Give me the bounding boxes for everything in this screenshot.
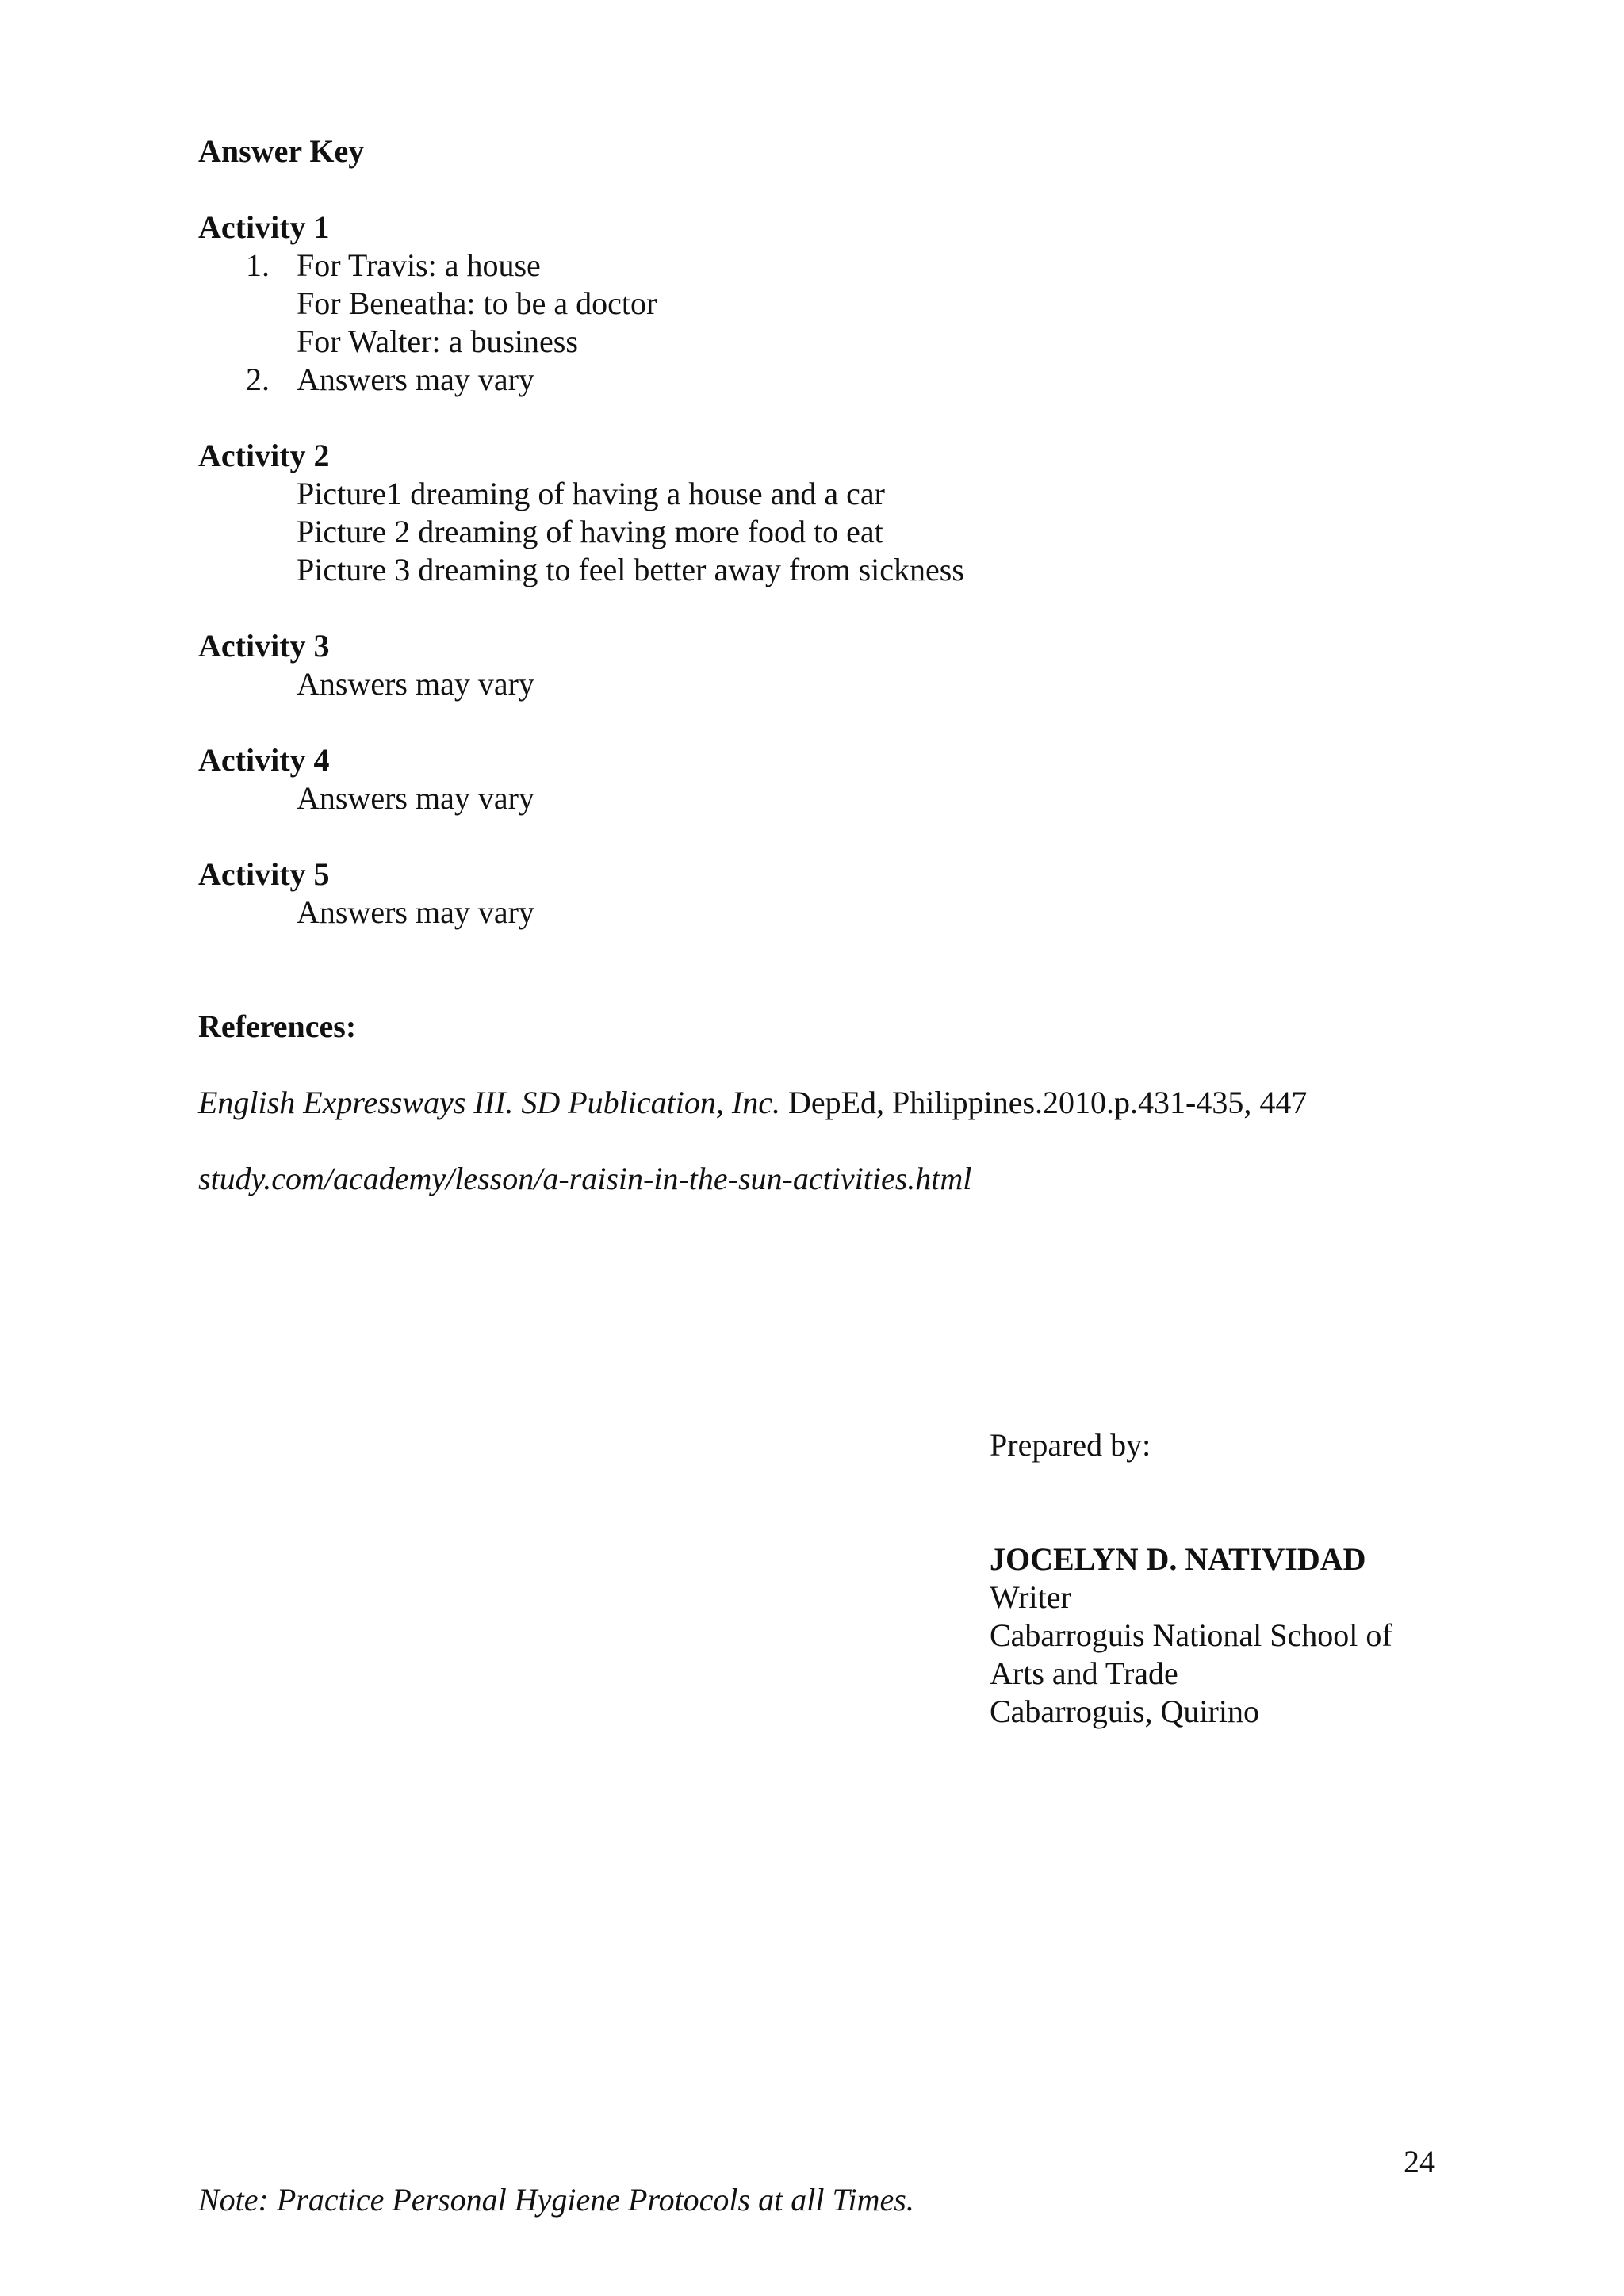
activity-1-item-1-line-1: For Travis: a house	[297, 247, 541, 283]
writer-name: JOCELYN D. NATIVIDAD	[990, 1541, 1366, 1577]
activity-3-text: Answers may vary	[297, 666, 534, 702]
activity-5-title: Activity 5	[198, 856, 330, 892]
activity-4-text: Answers may vary	[297, 780, 534, 816]
activity-4-title: Activity 4	[198, 742, 330, 778]
school-location: Cabarroguis, Quirino	[990, 1693, 1259, 1729]
activity-1-item-1-line-2: For Beneatha: to be a doctor	[297, 285, 657, 321]
activity-2-line-2: Picture 2 dreaming of having more food to eat	[297, 514, 883, 549]
references-title: References:	[198, 1008, 357, 1044]
answer-key-heading: Answer Key	[198, 133, 365, 169]
reference-1	[198, 1084, 1307, 1122]
activity-2-title: Activity 2	[198, 438, 330, 473]
reference-1-details: DepEd, Philippines.2010.p.431-435, 447	[779, 1085, 1308, 1120]
activity-1-item-2-text: Answers may vary	[297, 362, 534, 397]
reference-2: study.com/academy/lesson/a-raisin-in-the-sun-activities.html	[198, 1161, 972, 1196]
activity-2-line-3: Picture 3 dreaming to feel better away from sickness	[297, 552, 964, 587]
writer-role: Writer	[990, 1579, 1071, 1615]
activity-3-title: Activity 3	[198, 628, 330, 664]
footer-note: Note: Practice Personal Hygiene Protocols at all Times.	[198, 2182, 914, 2218]
activity-2-line-1: Picture1 dreaming of having a house and a car	[297, 476, 885, 511]
activity-1-title: Activity 1	[198, 209, 330, 245]
activity-1-item-2-number: 2.	[246, 362, 270, 397]
page-number: 24	[1404, 2144, 1435, 2179]
school-name-line-1: Cabarroguis National School of	[990, 1617, 1392, 1653]
activity-5-text: Answers may vary	[297, 894, 534, 930]
activity-1-item-1-line-3: For Walter: a business	[297, 323, 578, 359]
prepared-by-label: Prepared by:	[990, 1427, 1151, 1463]
school-name-line-2: Arts and Trade	[990, 1655, 1178, 1691]
activity-1-item-1-number: 1.	[246, 247, 270, 283]
reference-1-title: English Expressways III. SD Publication, Inc.	[198, 1085, 780, 1120]
